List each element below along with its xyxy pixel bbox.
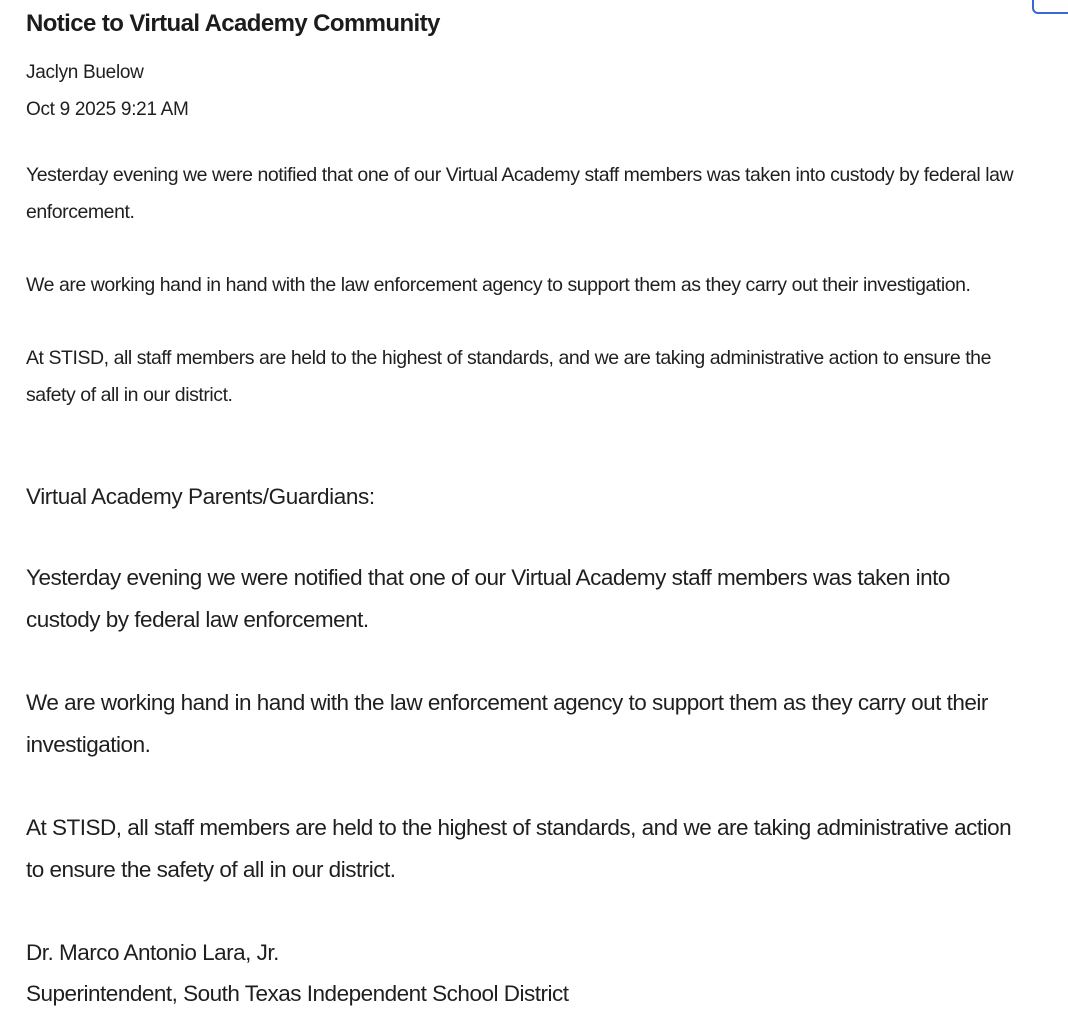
- letter-body: [26, 477, 1026, 1014]
- post-title: Notice to Virtual Academy Community: [26, 10, 440, 37]
- letter-paragraph: We are working hand in hand with the law enforcement agency to support them as they carry out their investigation.: [26, 690, 988, 757]
- letter-paragraph: At STISD, all staff members are held to the highest of standards, and we are taking administrative action to ensure the safety of all in our district.: [26, 815, 1012, 882]
- signature-name: Dr. Marco Antonio Lara, Jr.: [26, 940, 279, 965]
- letter-salutation: Virtual Academy Parents/Guardians:: [26, 484, 375, 509]
- summary-paragraph: We are working hand in hand with the law enforcement agency to support them as they carry out their investigation.: [26, 274, 971, 296]
- post-date: Oct 9 2025 9:21 AM: [26, 99, 189, 120]
- letter-signature: [26, 932, 1026, 1014]
- letter-paragraph: Yesterday evening we were notified that one of our Virtual Academy staff members was taken into custody by federal law enforcement.: [26, 565, 950, 632]
- summary-paragraph: Yesterday evening we were notified that one of our Virtual Academy staff members was taken into custody by federal law enforcement.: [26, 164, 1014, 223]
- post-author: Jaclyn Buelow: [26, 62, 144, 83]
- signature-title: Superintendent, South Texas Independent School District: [26, 981, 569, 1006]
- partial-button-outline[interactable]: [1032, 0, 1068, 14]
- summary-paragraph: At STISD, all staff members are held to the highest of standards, and we are taking administrative action to ensure the safety of all in our district.: [26, 347, 991, 406]
- post-summary: [26, 157, 1036, 450]
